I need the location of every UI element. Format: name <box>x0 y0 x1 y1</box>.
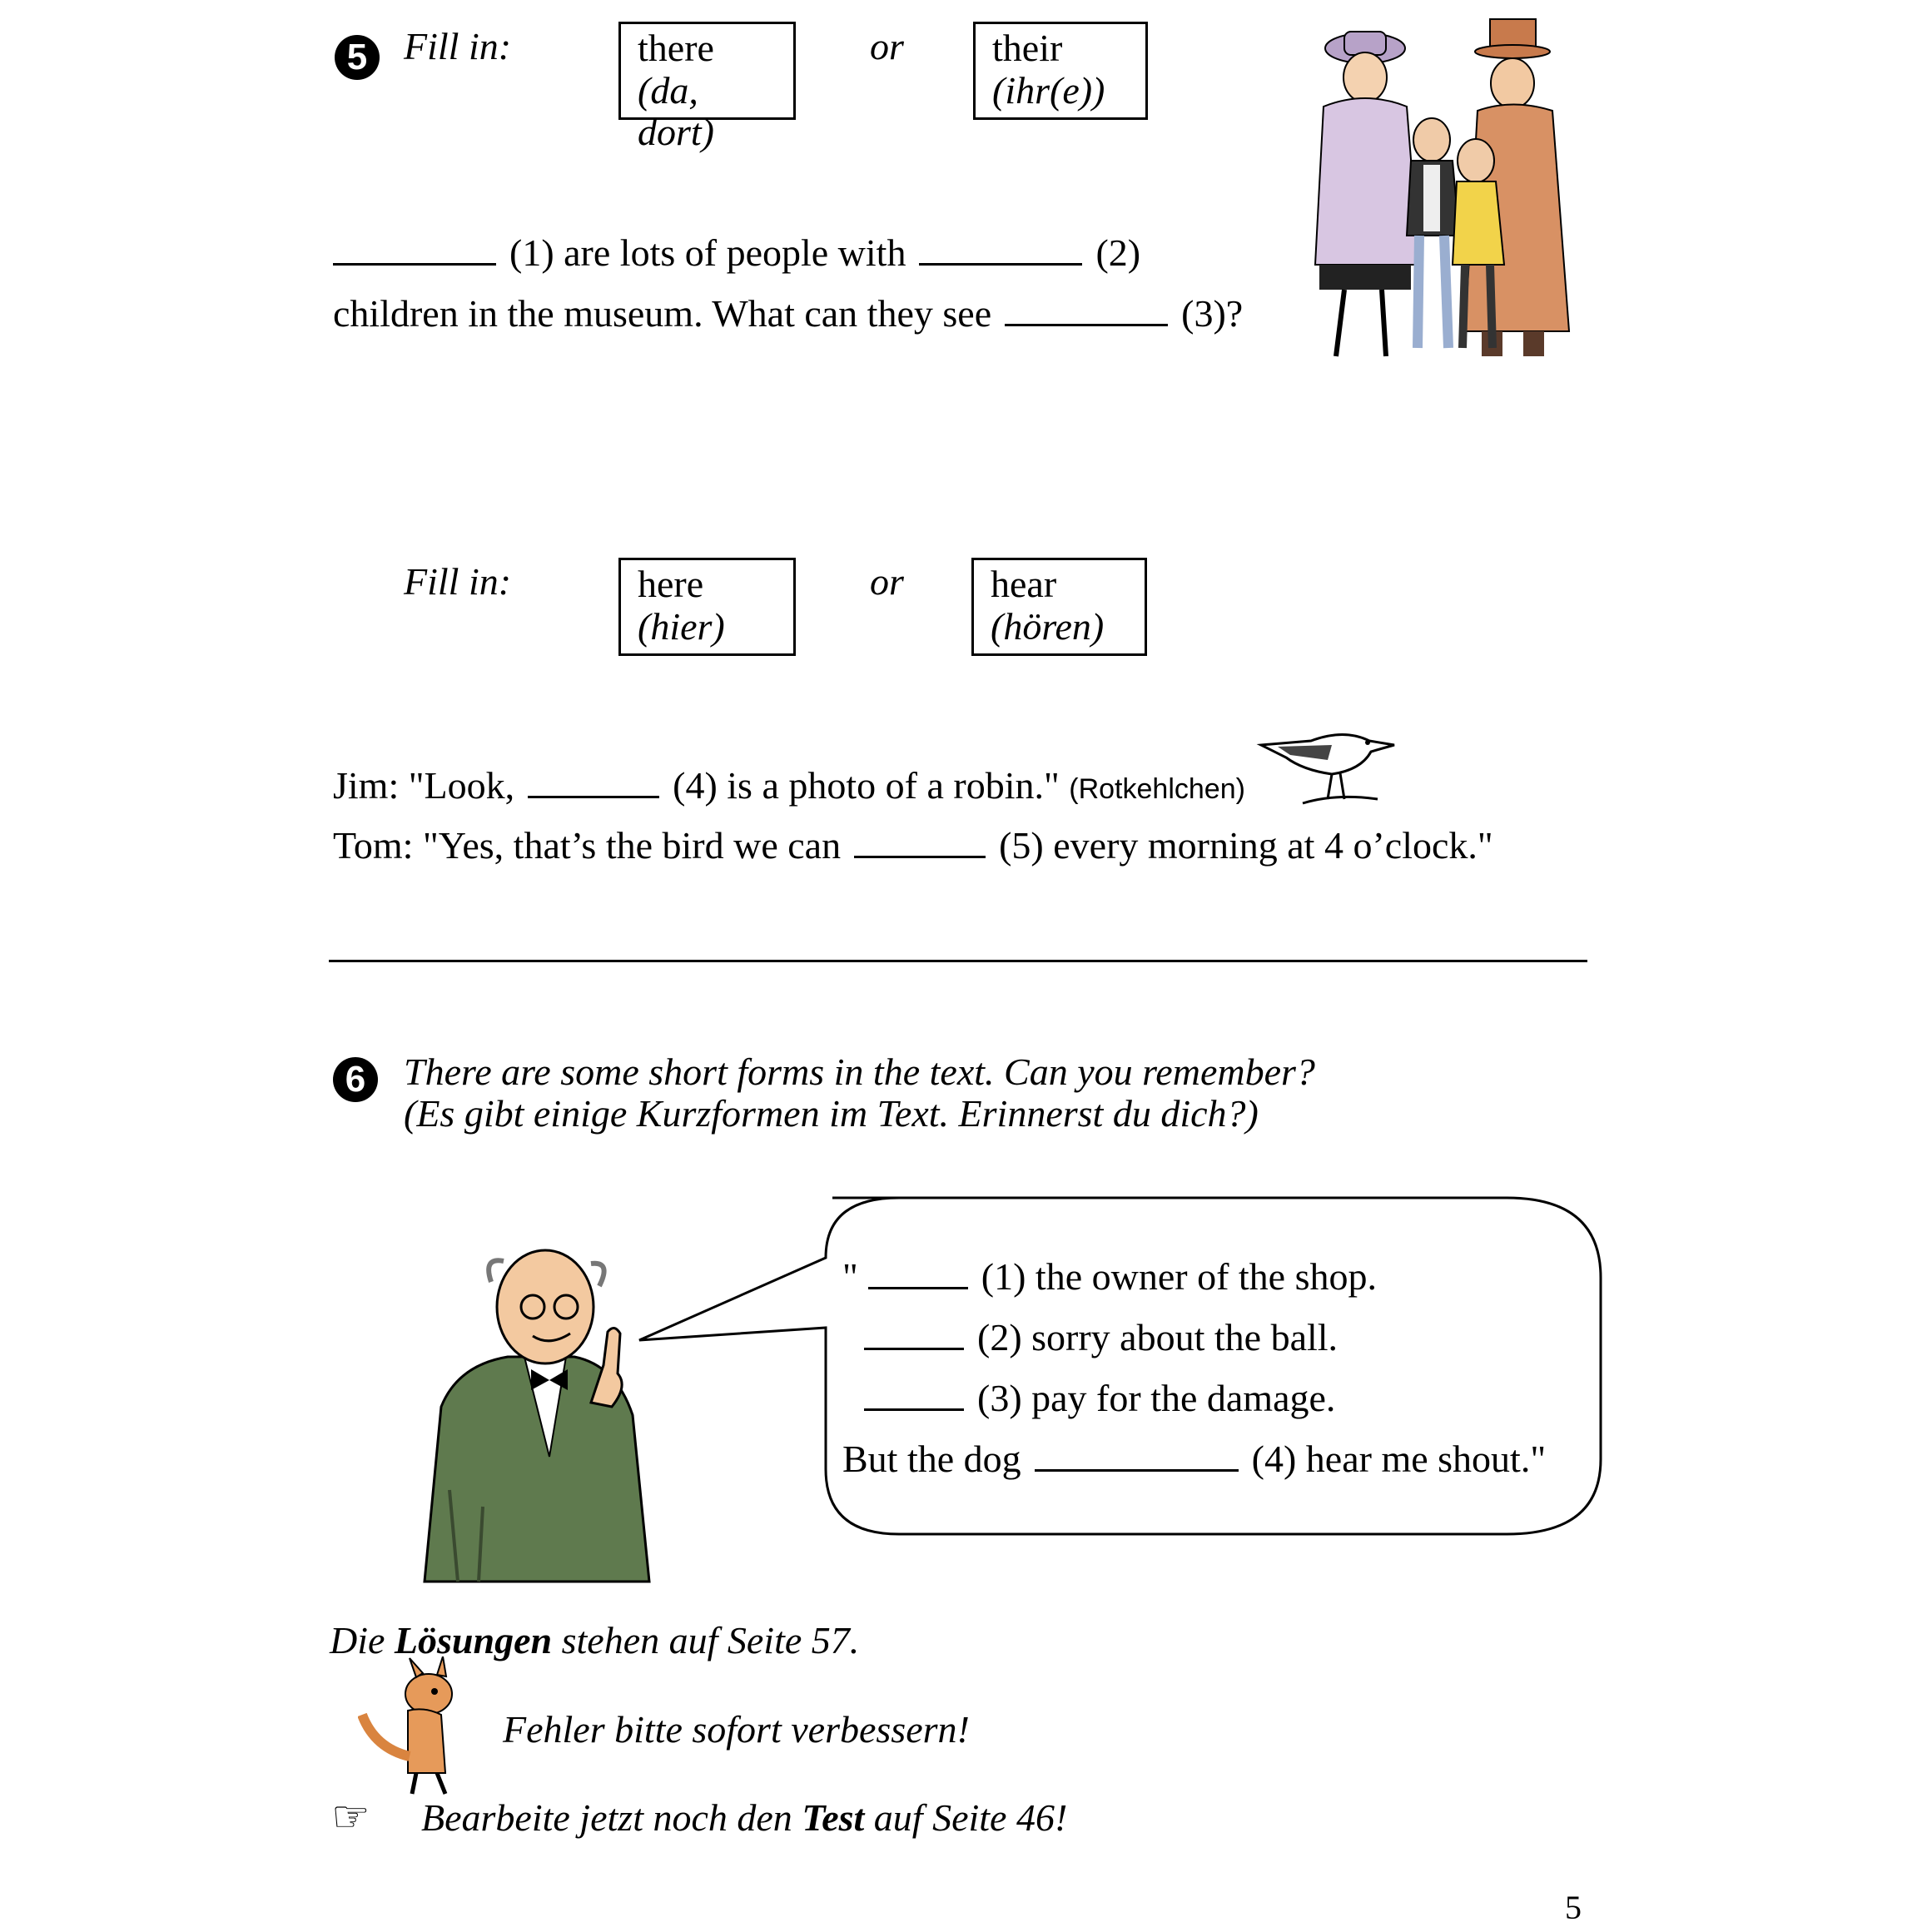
ex6-instruction-en: There are some short forms in the text. Can you remember? <box>404 1050 1315 1093</box>
rotkehlchen-note: (Rotkehlchen) <box>1069 773 1245 805</box>
word-their: their <box>992 27 1063 69</box>
test-a: Bearbeite jetzt noch den <box>421 1796 802 1839</box>
exercise-5-number: 5 <box>335 35 380 80</box>
pointing-hand-icon: ☞ <box>331 1794 370 1841</box>
bubble-line-2 <box>852 1316 1338 1360</box>
word-hear: hear <box>991 563 1057 605</box>
tom-text-2: (5) every morning at 4 o’clock." <box>999 824 1493 867</box>
test-c: auf Seite 46! <box>864 1796 1068 1839</box>
ex5-line-2-text: children in the museum. What can they see <box>333 292 992 335</box>
jim-text: Jim: "Look, <box>333 764 515 807</box>
bubble-line-3 <box>852 1377 1335 1421</box>
translation-hear: (hören) <box>991 604 1105 648</box>
solutions-b: Lösungen <box>394 1619 553 1661</box>
bubble-text-4b: (4) hear me shout." <box>1251 1438 1547 1480</box>
translation-their: (ihr(e)) <box>992 68 1105 112</box>
bubble-line-1 <box>842 1255 1377 1299</box>
test-note <box>421 1796 1067 1840</box>
word-box-hear <box>971 558 1147 656</box>
or-label-2: or <box>870 560 904 603</box>
blank-5[interactable] <box>854 826 986 858</box>
solutions-a: Die <box>330 1619 395 1661</box>
or-label: or <box>870 25 904 67</box>
word-there: there <box>638 27 714 69</box>
bubble-blank-4[interactable] <box>1035 1439 1239 1472</box>
speech-bubble <box>633 1194 1607 1544</box>
ex5-line-1-text: (1) are lots of people with <box>509 231 906 274</box>
ex5-line-2 <box>333 292 1243 336</box>
bubble-blank-3[interactable] <box>864 1378 964 1411</box>
family-illustration <box>1286 15 1594 369</box>
ex5-line-1 <box>333 231 1140 276</box>
shop-owner-illustration <box>400 1240 683 1590</box>
blank-4[interactable] <box>528 766 659 798</box>
fill-in-label: Fill in: <box>404 25 512 67</box>
robin-illustration <box>1253 720 1403 820</box>
exercise-6-number: 6 <box>333 1057 378 1102</box>
word-here: here <box>638 563 704 605</box>
bubble-text-4a: But the dog <box>842 1438 1021 1480</box>
ex5-line-2-end: (3)? <box>1181 292 1244 335</box>
translation-here: (hier) <box>638 604 725 648</box>
fill-in-label-2: Fill in: <box>404 560 512 603</box>
ex6-instruction-de: (Es gibt einige Kurzformen im Text. Erinnerst du dich?) <box>404 1092 1259 1135</box>
test-b: Test <box>802 1796 865 1839</box>
ex5-line-1-end: (2) <box>1095 231 1141 274</box>
kangaroo-mascot-illustration <box>358 1656 474 1798</box>
blank-3[interactable] <box>1005 294 1168 326</box>
bubble-text-1: (1) the owner of the shop. <box>981 1255 1377 1298</box>
solutions-c: stehen auf Seite 57. <box>552 1619 860 1661</box>
jim-line <box>333 764 1245 808</box>
tom-text: Tom: "Yes, that’s the bird we can <box>333 824 842 867</box>
section-divider <box>329 960 1587 962</box>
bubble-blank-1[interactable] <box>868 1257 968 1289</box>
blank-2[interactable] <box>919 233 1082 266</box>
quote-open: " <box>842 1255 858 1298</box>
word-box-there <box>618 22 796 154</box>
bubble-blank-2[interactable] <box>864 1318 964 1350</box>
blank-1[interactable] <box>333 233 496 266</box>
word-box-here <box>618 558 796 656</box>
jim-text-2: (4) is a photo of a robin." <box>673 764 1060 807</box>
translation-there: (da, dort) <box>638 68 714 154</box>
bubble-text-2: (2) sorry about the ball. <box>977 1316 1338 1358</box>
word-box-their <box>973 22 1148 120</box>
page-number: 5 <box>1565 1889 1582 1926</box>
correct-errors-note: Fehler bitte sofort verbessern! <box>503 1708 970 1751</box>
bubble-text-3: (3) pay for the damage. <box>977 1377 1336 1419</box>
tom-line <box>333 824 1493 868</box>
bubble-line-4 <box>842 1438 1546 1482</box>
